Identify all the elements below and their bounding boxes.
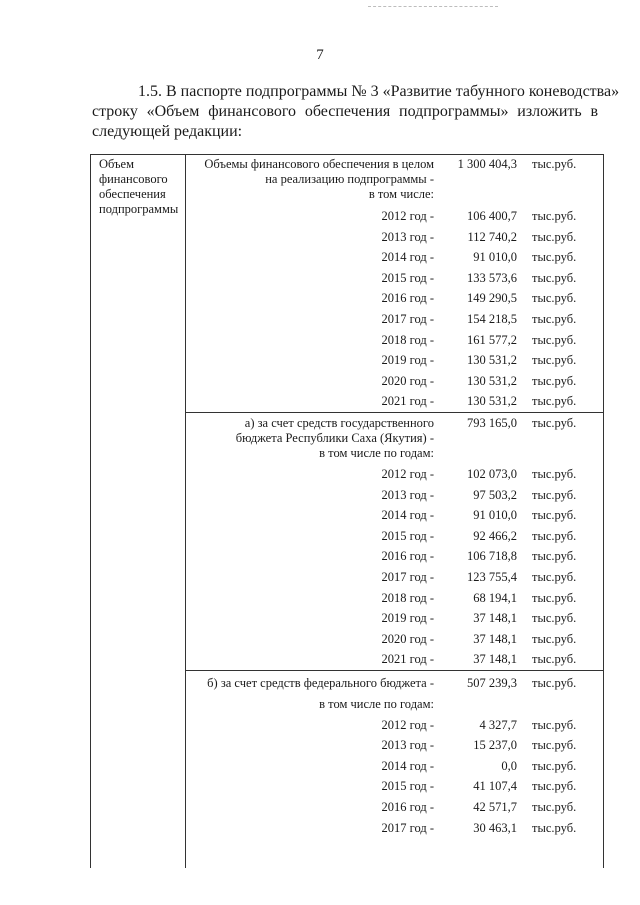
- amount-value: 123 755,4: [467, 570, 517, 584]
- amount-value: 154 218,5: [467, 312, 517, 326]
- section-divider: [186, 670, 603, 671]
- year-label: 2016 год -: [381, 549, 434, 564]
- amount-value: 106 718,8: [467, 549, 517, 564]
- unit-label: тыс.руб.: [532, 611, 577, 626]
- year-label: 2017 год -: [381, 312, 434, 326]
- table-row: [186, 608, 603, 628]
- year-label: 2012 год -: [381, 467, 434, 481]
- table-row: [186, 227, 603, 247]
- federal-budget-value: 507 239,3: [467, 676, 517, 690]
- intro-line-2: строку «Объем финансового обеспечения подпрограммы» изложить в: [92, 103, 598, 120]
- amount-value: 130 531,2: [467, 353, 517, 368]
- unit-label: тыс.руб.: [532, 332, 577, 347]
- amount-value: 37 148,1: [473, 652, 517, 667]
- table-row: [186, 371, 603, 391]
- federal-budget-header-line: б) за счет средств федерального бюджета -: [207, 676, 434, 690]
- unit-label: тыс.руб.: [532, 373, 577, 388]
- unit-label: тыс.руб.: [532, 312, 577, 326]
- year-label: 2015 год -: [381, 528, 434, 543]
- amount-value: 97 503,2: [473, 487, 517, 502]
- year-label: 2012 год -: [381, 717, 434, 732]
- amount-value: 92 466,2: [473, 528, 517, 543]
- year-label: 2015 год -: [381, 270, 434, 285]
- unit-label: тыс.руб.: [532, 590, 577, 605]
- amount-value: 112 740,2: [467, 229, 517, 244]
- row-heading: [99, 157, 185, 217]
- unit-label: тыс.руб.: [532, 508, 577, 523]
- year-label: 2013 год -: [381, 738, 434, 753]
- year-label: 2020 год -: [381, 631, 434, 646]
- intro-line-1: 1.5. В паспорте подпрограммы № 3 «Развитие табунного коневодства»: [138, 83, 620, 100]
- year-label: 2021 год -: [381, 394, 434, 409]
- table-row: [186, 649, 603, 669]
- amount-value: 130 531,2: [467, 394, 517, 409]
- amount-value: 91 010,0: [473, 508, 517, 523]
- table-row: [186, 464, 603, 484]
- year-label: 2012 год -: [381, 209, 434, 223]
- unit-label: тыс.руб.: [532, 250, 577, 265]
- unit-label: тыс.руб.: [532, 631, 577, 646]
- table-row: [186, 206, 603, 226]
- sub-heading: в том числе по годам:: [319, 697, 434, 711]
- section-divider: [186, 412, 603, 413]
- table-row: [186, 588, 603, 608]
- unit-label: тыс.руб.: [532, 291, 577, 306]
- table-row: [186, 309, 603, 329]
- row-heading-line: обеспечения: [99, 187, 166, 201]
- unit-label: тыс.руб.: [532, 528, 577, 543]
- year-label: 2014 год -: [381, 758, 434, 773]
- table-row: [186, 735, 603, 755]
- amount-value: 30 463,1: [473, 820, 517, 835]
- year-label: 2019 год -: [381, 353, 434, 368]
- scan-artifact-marks: [368, 6, 498, 7]
- unit-label: тыс.руб.: [532, 652, 577, 667]
- amount-value: 0,0: [501, 758, 517, 773]
- row-heading-line: финансового: [99, 172, 168, 186]
- page-number: 7: [316, 47, 324, 63]
- year-label: 2013 год -: [381, 487, 434, 502]
- amount-value: 42 571,7: [473, 800, 517, 814]
- state-budget-unit: тыс.руб.: [532, 416, 577, 430]
- unit-label: тыс.руб.: [532, 758, 577, 773]
- table-row: [186, 776, 603, 796]
- unit-label: тыс.руб.: [532, 229, 577, 244]
- table-row: [186, 268, 603, 288]
- amount-value: 149 290,5: [467, 291, 517, 306]
- total-value: 1 300 404,3: [457, 157, 517, 171]
- amount-value: 106 400,7: [467, 209, 517, 223]
- intro-paragraph: [92, 82, 620, 142]
- unit-label: тыс.руб.: [532, 820, 577, 835]
- table-row: [186, 694, 603, 714]
- table-row: [186, 288, 603, 308]
- amount-value: 37 148,1: [473, 631, 517, 646]
- year-label: 2015 год -: [381, 779, 434, 794]
- table-row: [186, 567, 603, 587]
- year-label: 2018 год -: [381, 332, 434, 347]
- amount-value: 41 107,4: [473, 779, 517, 794]
- amount-value: 91 010,0: [473, 250, 517, 265]
- amount-value: 130 531,2: [467, 373, 517, 388]
- amount-value: 15 237,0: [473, 738, 517, 753]
- table-left-column: [91, 155, 186, 868]
- year-label: 2017 год -: [381, 570, 434, 584]
- unit-label: тыс.руб.: [532, 738, 577, 753]
- amount-value: 37 148,1: [473, 611, 517, 626]
- year-label: 2017 год -: [381, 820, 434, 835]
- table-row: [186, 330, 603, 350]
- unit-label: тыс.руб.: [532, 270, 577, 285]
- year-label: 2013 год -: [381, 229, 434, 244]
- total-header-line: Объемы финансового обеспечения в целом: [204, 157, 434, 171]
- state-budget-header-line: в том числе по годам:: [319, 446, 434, 460]
- table-row: [186, 391, 603, 411]
- financing-table: [90, 154, 604, 868]
- table-row: [186, 485, 603, 505]
- unit-label: тыс.руб.: [532, 570, 577, 584]
- table-row: [186, 505, 603, 525]
- row-heading-line: Объем: [99, 157, 134, 171]
- row-heading-line: подпрограммы: [99, 202, 179, 216]
- state-budget-header: [186, 416, 603, 464]
- year-label: 2020 год -: [381, 373, 434, 388]
- unit-label: тыс.руб.: [532, 779, 577, 794]
- amount-value: 102 073,0: [467, 467, 517, 481]
- unit-label: тыс.руб.: [532, 467, 577, 481]
- year-label: 2018 год -: [381, 590, 434, 605]
- total-header-line: в том числе:: [368, 187, 434, 201]
- state-budget-header-line: бюджета Республики Саха (Якутия) -: [235, 431, 434, 445]
- table-row: [186, 526, 603, 546]
- total-header-line: на реализацию подпрограммы -: [265, 172, 434, 186]
- federal-budget-unit: тыс.руб.: [532, 676, 577, 690]
- total-header: [186, 157, 603, 205]
- intro-line-3: следующей редакции:: [92, 123, 243, 140]
- table-row: [186, 797, 603, 817]
- unit-label: тыс.руб.: [532, 209, 577, 223]
- year-label: 2014 год -: [381, 508, 434, 523]
- table-row: [186, 756, 603, 776]
- table-row: [186, 818, 603, 838]
- federal-budget-header: [186, 673, 603, 693]
- table-row: [186, 629, 603, 649]
- unit-label: тыс.руб.: [532, 549, 577, 564]
- amount-value: 133 573,6: [467, 270, 517, 285]
- year-label: 2019 год -: [381, 611, 434, 626]
- unit-label: тыс.руб.: [532, 800, 577, 814]
- unit-label: тыс.руб.: [532, 353, 577, 368]
- amount-value: 161 577,2: [467, 332, 517, 347]
- year-label: 2016 год -: [381, 800, 434, 814]
- state-budget-value: 793 165,0: [467, 416, 517, 430]
- table-row: [186, 247, 603, 267]
- unit-label: тыс.руб.: [532, 487, 577, 502]
- total-unit: тыс.руб.: [532, 157, 577, 171]
- table-row: [186, 546, 603, 566]
- year-label: 2021 год -: [381, 652, 434, 667]
- amount-value: 68 194,1: [473, 590, 517, 605]
- year-label: 2014 год -: [381, 250, 434, 265]
- unit-label: тыс.руб.: [532, 717, 577, 732]
- year-label: 2016 год -: [381, 291, 434, 306]
- table-row: [186, 350, 603, 370]
- state-budget-header-line: а) за счет средств государственного: [244, 416, 434, 430]
- table-row: [186, 715, 603, 735]
- amount-value: 4 327,7: [479, 717, 517, 732]
- unit-label: тыс.руб.: [532, 394, 577, 409]
